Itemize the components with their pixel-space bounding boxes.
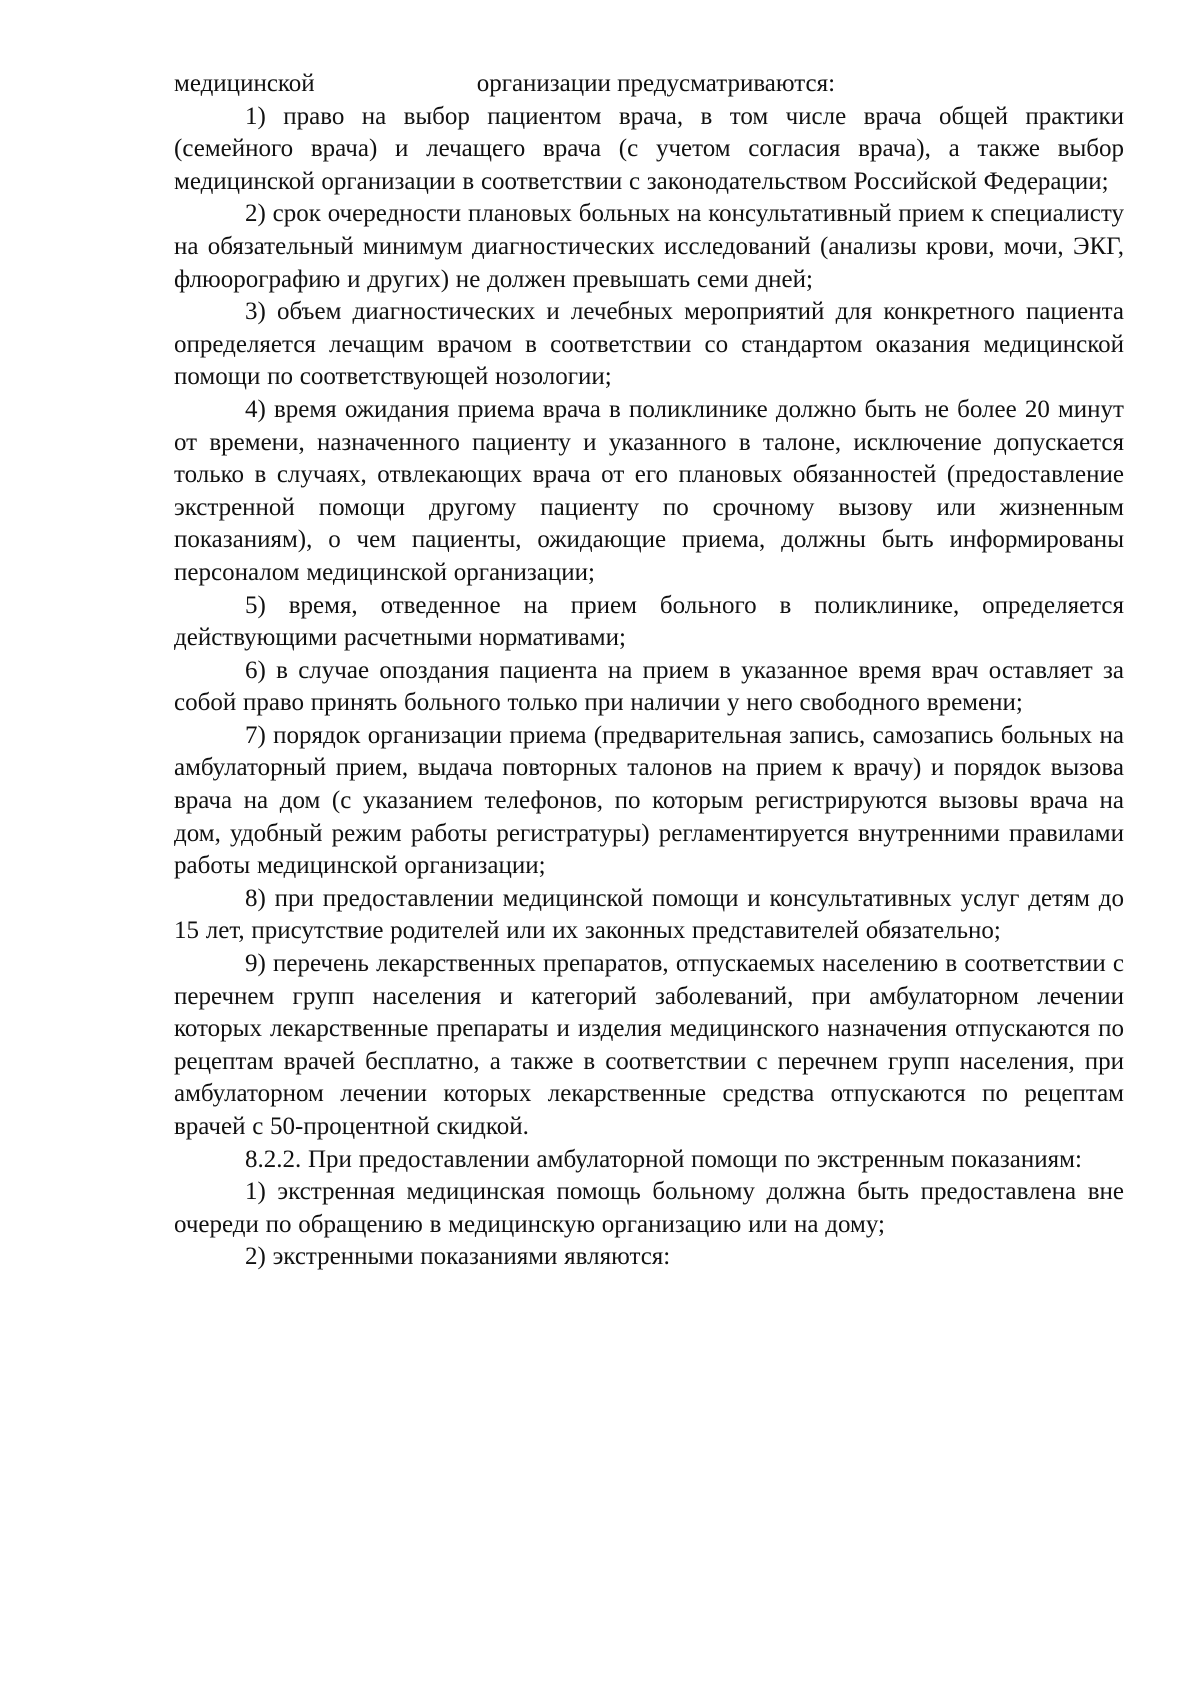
paragraph-item-5: 5) время, отведенное на прием больного в поликлинике, определяется действующими расчетными нормативами; <box>174 591 1124 652</box>
document-page <box>174 68 1124 1274</box>
paragraph-item-9: 9) перечень лекарственных препаратов, отпускаемых населению в соответствии с перечнем групп населения и категорий заболеваний, при амбулаторном лечении которых лекарственные препараты и изделия медицинского назначения отпускаются по рецептам врачей бесплатно, а также в соответствии с перечнем групп населения, при амбулаторном лечении которых лекарственные средства отпускаются по рецептам врачей с 50-процентной скидкой. <box>174 950 1124 1140</box>
paragraph-item-4: 4) время ожидания приема врача в поликлинике должно быть не более 20 минут от времени, назначенного пациенту и указанного в талоне, исключение допускается только в случаях, отвлекающих врача от его плановых обязанностей (предоставление экстренной помощи другому пациенту по срочному вызову или жизненным показаниям), о чем пациенты, ожидающие приема, должны быть информированы персоналом медицинской организации; <box>174 395 1124 586</box>
lead-line <box>174 68 1124 101</box>
lead-line-right: организации предусматриваются: <box>476 70 836 97</box>
paragraph-item-6: 6) в случае опоздания пациента на прием в указанное время врач оставляет за собой право принять больного только при наличии у него свободного времени; <box>174 656 1124 717</box>
paragraph-item-1: 1) право на выбор пациентом врача, в том числе врача общей практики (семейного врача) и лечащего врача (с учетом согласия врача), а также выбор медицинской организации в соответствии с законодательством Российской Федерации; <box>174 102 1124 195</box>
section-heading-8-2-2: 8.2.2. При предоставлении амбулаторной помощи по экстренным показаниям: <box>245 1145 1082 1173</box>
lead-line-left: медицинской <box>174 70 315 97</box>
paragraph-item-3: 3) объем диагностических и лечебных мероприятий для конкретного пациента определяется лечащим врачом в соответствии со стандартом оказания медицинской помощи по соответствующей нозологии; <box>174 298 1124 391</box>
paragraph-item-2: 2) срок очередности плановых больных на консультативный прием к специалисту на обязательный минимум диагностических исследований (анализы крови, мочи, ЭКГ, флюорографию и других) не должен превышать семи дней; <box>174 200 1124 293</box>
paragraph-item-8: 8) при предоставлении медицинской помощи и консультативных услуг детям до 15 лет, присутствие родителей или их законных представителей обязательно; <box>174 884 1124 945</box>
paragraph-item-7: 7) порядок организации приема (предварительная запись, самозапись больных на амбулаторный прием, выдача повторных талонов на прием к врачу) и порядок вызова врача на дом (с указанием телефонов, по которым регистрируются вызовы врача на дом, удобный режим работы регистратуры) регламентируется внутренними правилами работы медицинской организации; <box>174 721 1124 880</box>
paragraph-emergency-item-2: 2) экстренными показаниями являются: <box>245 1243 671 1271</box>
paragraph-emergency-item-1: 1) экстренная медицинская помощь больному должна быть предоставлена вне очереди по обращению в медицинскую организацию или на дому; <box>174 1178 1124 1238</box>
